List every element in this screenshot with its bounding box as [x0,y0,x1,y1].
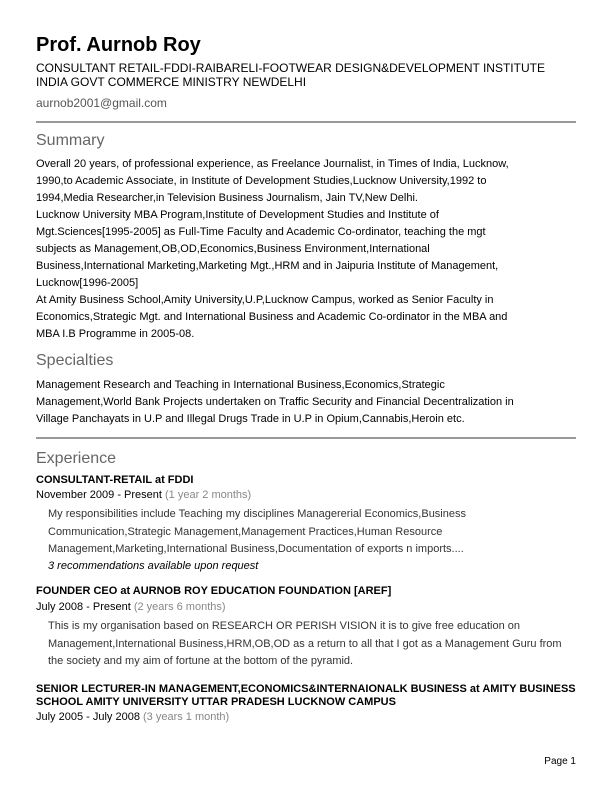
job-dates [36,711,229,723]
job-title: CONSULTANT-RETAIL at FDDI [36,474,194,486]
page-number: Page 1 [544,756,576,767]
summary-text: Overall 20 years, of professional experience, as Freelance Journalist, in Times of India, Lucknow, 1990,to Academic Associate, in Institute of Development Studies,Lucknow University,1992 to 1994,Media Researcher,in Television Business Journalism, Jain TV,New Delhi. Lucknow University MBA Program,Institute of Development Studies and Institute of Mgt.Sciences[1995-2005] as Full-Time Faculty and Academic Co-ordinator, teaching the mgt subjects as Management,OB,OD,Economics,Business Environment,International Business,International Marketing,Marketing Mgt.,HRM and in Jaipuria Institute of Management, Lucknow[1996-2005] At Amity Business School,Amity University,U.P,Lucknow Campus, worked as Senior Faculty in Economics,Strategic Mgt. and International Business and Academic Co-ordinator in the MBA and MBA I.B Programme in 2005-08. [36,158,509,340]
profile-headline: CONSULTANT RETAIL-FDDI-RAIBARELI-FOOTWEAR DESIGN&DEVELOPMENT INSTITUTE INDIA GOVT COMMERCE MINISTRY NEWDELHI [36,61,545,89]
profile-name: Prof. Aurnob Roy [36,34,201,56]
job-dates [36,489,251,501]
job-date-range: November 2009 - Present [36,489,162,501]
job-duration: (2 years 6 months) [133,601,226,613]
divider [36,437,576,439]
experience-heading: Experience [36,450,117,467]
job-dates [36,601,226,613]
job-description: This is my organisation based on RESEARCH OR PERISH VISION it is to give free education on Management,International Business,HRM,OB,OD as a return to all that I got as a Management Guru from the society and my aim of fortune at the bottom of the pyramid. [48,620,562,667]
job-date-range: July 2005 - July 2008 [36,711,140,723]
job-recommendations: 3 recommendations available upon request [48,560,259,572]
specialties-heading: Specialties [36,352,114,369]
profile-email[interactable]: aurnob2001@gmail.com [36,96,167,110]
divider [36,121,576,123]
summary-heading: Summary [36,132,105,149]
job-duration: (3 years 1 month) [143,711,230,723]
job-title: SENIOR LECTURER-IN MANAGEMENT,ECONOMICS&INTERNAIONALK BUSINESS at AMITY BUSINESS SCHOOL AMITY UNIVERSITY UTTAR PRADESH LUCKNOW CAMPUS [36,683,576,708]
job-date-range: July 2008 - Present [36,601,131,613]
job-duration: (1 year 2 months) [165,489,252,501]
job-description: My responsibilities include Teaching my disciplines Managererial Economics,Business Communication,Strategic Management,Management Practices,Human Resource Management,Marketing,International Business,Documentation of exports n imports.... [48,508,466,555]
job-title: FOUNDER CEO at AURNOB ROY EDUCATION FOUNDATION [AREF] [36,585,392,597]
specialties-text: Management Research and Teaching in International Business,Economics,Strategic Management,World Bank Projects undertaken on Traffic Security and Financial Decentralization in Village Panchayats in U.P and Illegal Drugs Trade in U.P in Opium,Cannabis,Heroin etc. [36,379,514,425]
